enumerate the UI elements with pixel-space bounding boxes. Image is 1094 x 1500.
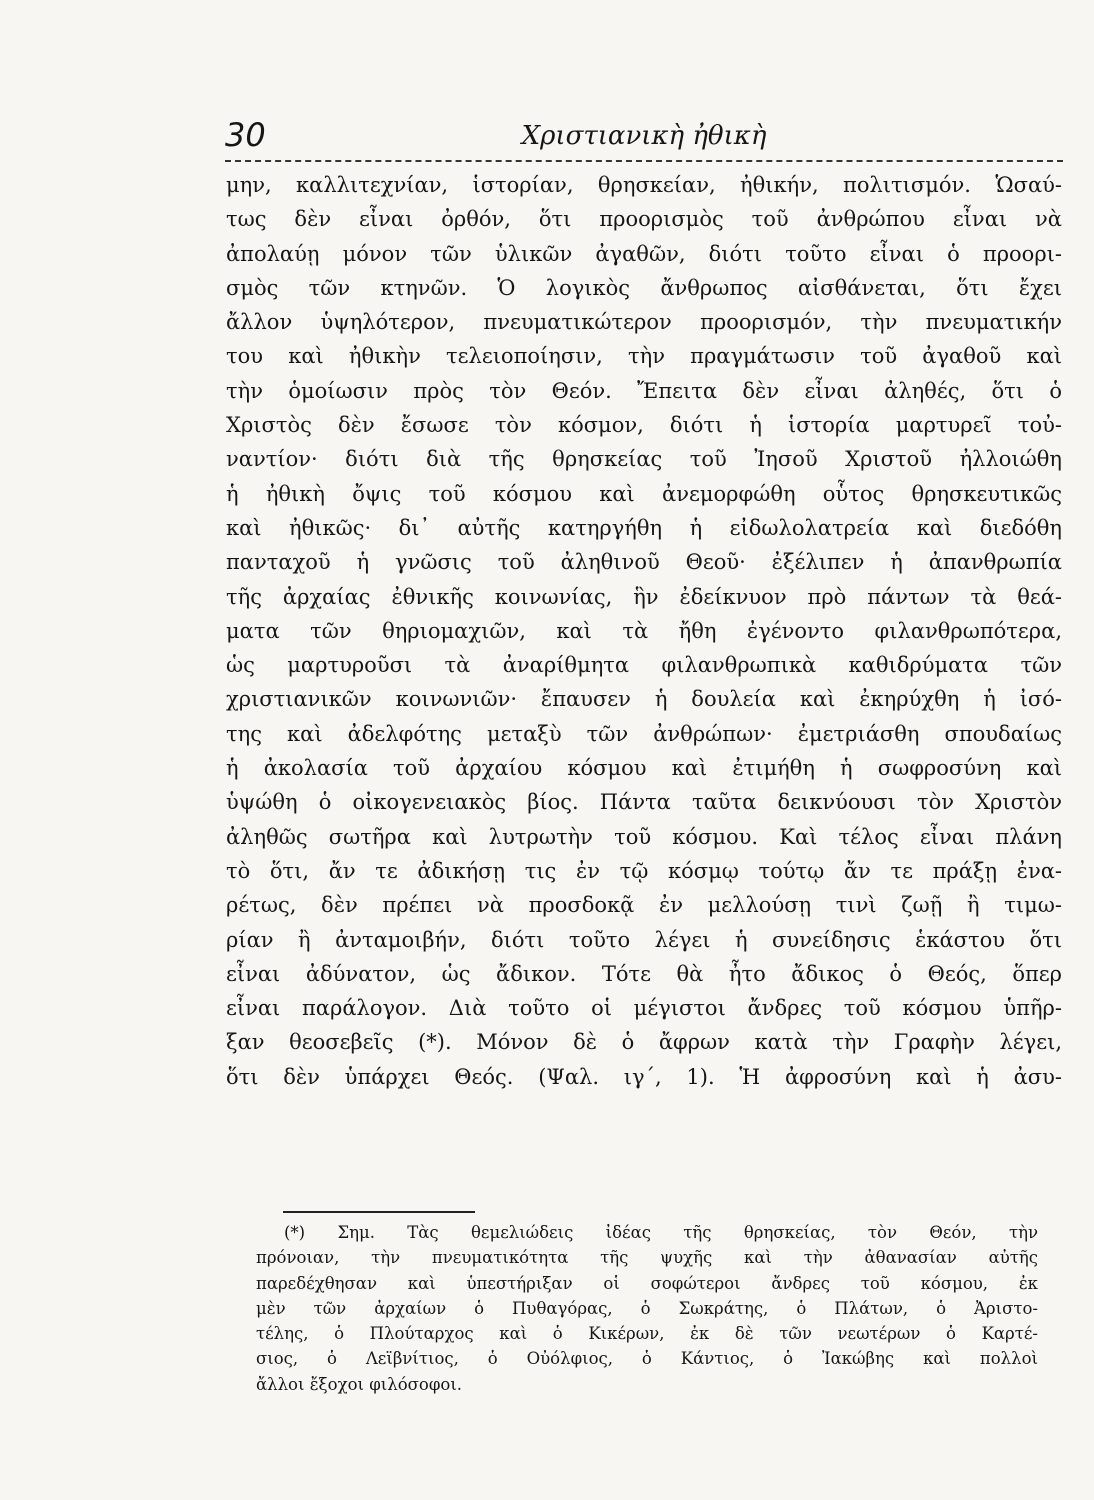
running-head: Χριστιανικὴ ἠθικὴ: [521, 121, 767, 151]
footnote-line: πρόνοιαν, τὴν πνευματικότητα τῆς ψυχῆς καὶ τὴν ἀθανασίαν αὐτῆς: [256, 1248, 1038, 1268]
text-line: εἶναι παράλογον. Διὰ τοῦτο οἱ μέγιστοι ἄνδρες τοῦ κόσμου ὑπῆρ-: [226, 996, 1062, 1021]
body-text: [226, 168, 1062, 1094]
text-line: ρίαν ἢ ἀνταμοιβήν, διότι τοῦτο λέγει ἡ συνείδησις ἑκάστου ὅτι: [226, 927, 1062, 952]
text-line: τως δὲν εἶναι ὀρθόν, ὅτι προορισμὸς τοῦ ἀνθρώπου εἶναι νὰ: [226, 207, 1062, 232]
footnote-line: μὲν τῶν ἀρχαίων ὁ Πυθαγόρας, ὁ Σωκράτης, ὁ Πλάτων, ὁ Ἀριστο-: [256, 1298, 1038, 1318]
text-line: ὡς μαρτυροῦσι τὰ ἀναρίθμητα φιλανθρωπικὰ καθιδρύματα τῶν: [226, 653, 1062, 678]
text-line: μην, καλλιτεχνίαν, ἱστορίαν, θρησκείαν, ἠθικήν, πολιτισμόν. Ὡσαύ-: [226, 173, 1062, 197]
text-line: ἀληθῶς σωτῆρα καὶ λυτρωτὴν τοῦ κόσμου. Καὶ τέλος εἶναι πλάνη: [226, 824, 1062, 849]
text-line: ρέτως, δὲν πρέπει νὰ προσδοκᾷ ἐν μελλούσῃ τινὶ ζωῇ ἢ τιμω-: [226, 893, 1062, 918]
text-line: ὑψώθη ὁ οἰκογενειακὸς βίος. Πάντα ταῦτα δεικνύουσι τὸν Χριστὸν: [226, 790, 1062, 815]
page-number: 30: [225, 116, 266, 154]
text-line: σμὸς τῶν κτηνῶν. Ὁ λογικὸς ἄνθρωπος αἰσθάνεται, ὅτι ἔχει: [226, 275, 1062, 300]
footnote-line: ἄλλοι ἔξοχοι φιλόσοφοι.: [256, 1374, 463, 1394]
text-line: τῆς ἀρχαίας ἐθνικῆς κοινωνίας, ἣν ἐδείκνυον πρὸ πάντων τὰ θεά-: [226, 584, 1062, 609]
footnote-line: (*) Σημ. Τὰς θεμελιώδεις ἰδέας τῆς θρησκείας, τὸν Θεόν, τὴν: [284, 1223, 1038, 1242]
text-line: χριστιανικῶν κοινωνιῶν· ἔπαυσεν ἡ δουλεία καὶ ἐκηρύχθη ἡ ἰσό-: [226, 687, 1062, 712]
text-line: ἀπολαύῃ μόνον τῶν ὑλικῶν ἀγαθῶν, διότι τοῦτο εἶναι ὁ προορι-: [226, 241, 1062, 266]
page-header: [225, 117, 1063, 157]
footnote-line: σιος, ὁ Λεϊβνίτιος, ὁ Οὐόλφιος, ὁ Κάντιος, ὁ Ἰακώβης καὶ πολλοὶ: [256, 1349, 1038, 1369]
text-line: του καὶ ἠθικὴν τελειοποίησιν, τὴν πραγμάτωσιν τοῦ ἀγαθοῦ καὶ: [226, 344, 1062, 369]
text-line: τὸ ὅτι, ἄν τε ἀδικήσῃ τις ἐν τῷ κόσμῳ τούτῳ ἄν τε πράξῃ ἐνα-: [226, 858, 1062, 883]
text-line: ἡ ἠθικὴ ὄψις τοῦ κόσμου καὶ ἀνεμορφώθη οὗτος θρησκευτικῶς: [226, 481, 1062, 506]
text-line: εἶναι ἀδύνατον, ὡς ἄδικον. Τότε θὰ ἦτο ἄδικος ὁ Θεός, ὅπερ: [226, 961, 1062, 986]
text-line: ματα τῶν θηριομαχιῶν, καὶ τὰ ἤθη ἐγένοντο φιλανθρωπότερα,: [226, 618, 1062, 643]
text-line: καὶ ἠθικῶς· δι᾽ αὐτῆς κατηργήθη ἡ εἰδωλολατρεία καὶ διεδόθη: [226, 515, 1062, 540]
text-line: πανταχοῦ ἡ γνῶσις τοῦ ἀληθινοῦ Θεοῦ· ἐξέλιπεν ἡ ἀπανθρωπία: [226, 550, 1062, 575]
text-line: τὴν ὁμοίωσιν πρὸς τὸν Θεόν. Ἔπειτα δὲν εἶναι ἀληθές, ὅτι ὁ: [226, 378, 1062, 403]
text-line: ξαν θεοσεβεῖς (*). Μόνον δὲ ὁ ἄφρων κατὰ τὴν Γραφὴν λέγει,: [226, 1030, 1062, 1055]
text-line: ὅτι δὲν ὑπάρχει Θεός. (Ψαλ. ιγ´, 1). Ἡ ἀφροσύνη καὶ ἡ ἀσυ-: [226, 1064, 1062, 1089]
text-line: της καὶ ἀδελφότης μεταξὺ τῶν ἀνθρώπων· ἐμετριάσθη σπουδαίως: [226, 721, 1062, 746]
text-line: Χριστὸς δὲν ἔσωσε τὸν κόσμον, διότι ἡ ἱστορία μαρτυρεῖ τοὐ-: [226, 413, 1062, 438]
text-line: ναντίον· διότι διὰ τῆς θρησκείας τοῦ Ἰησοῦ Χριστοῦ ἠλλοιώθη: [226, 447, 1062, 472]
text-line: ἄλλον ὑψηλότερον, πνευματικώτερον προορισμόν, τὴν πνευματικήν: [226, 310, 1062, 335]
footnote: [256, 1220, 1038, 1397]
header-rule: [225, 160, 1063, 162]
text-line: ἡ ἀκολασία τοῦ ἀρχαίου κόσμου καὶ ἐτιμήθη ἡ σωφροσύνη καὶ: [226, 756, 1062, 781]
footnote-line: παρεδέχθησαν καὶ ὑπεστήριξαν οἱ σοφώτεροι ἄνδρες τοῦ κόσμου, ἐκ: [256, 1273, 1038, 1293]
footnote-rule: [283, 1211, 475, 1213]
footnote-line: τέλης, ὁ Πλούταρχος καὶ ὁ Κικέρων, ἐκ δὲ τῶν νεωτέρων ὁ Καρτέ-: [256, 1324, 1038, 1344]
